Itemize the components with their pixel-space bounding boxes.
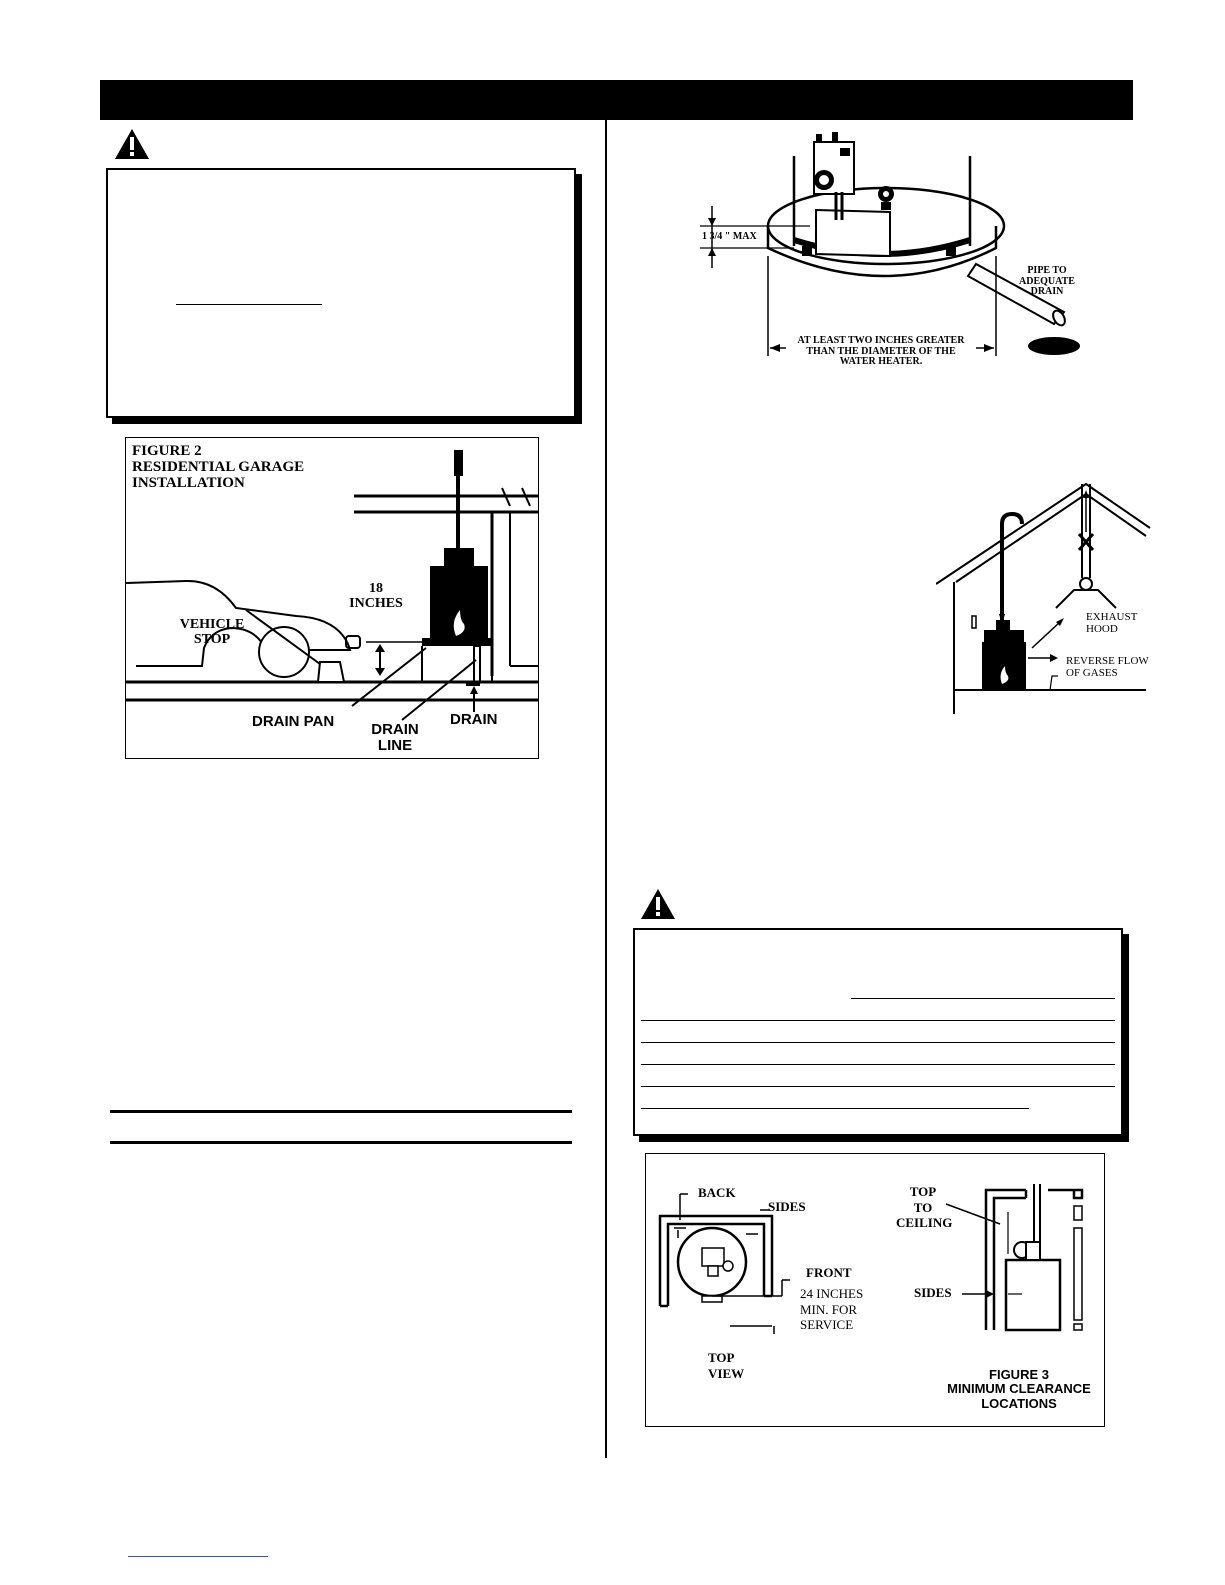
underline-mark — [176, 304, 322, 305]
figure-3-minimum-clearance — [645, 1153, 1105, 1427]
underline-mark — [641, 1064, 1115, 1065]
service-clearance-label: 24 INCHES MIN. FOR SERVICE — [800, 1286, 864, 1333]
warning-box-left — [106, 168, 576, 418]
section-rule-bottom — [110, 1141, 572, 1144]
header-bar — [100, 80, 1133, 120]
warning-icon — [114, 128, 150, 160]
underline-mark — [641, 1086, 1115, 1087]
underline-mark — [641, 1108, 1029, 1109]
figure-2-residential-garage — [125, 437, 539, 759]
sides-side-label: SIDES — [914, 1285, 952, 1300]
pipe-to-drain-label: PIPE TO ADEQUATE DRAIN — [1019, 265, 1075, 297]
column-divider — [605, 120, 607, 1458]
drain-pan-figure — [690, 128, 1110, 378]
pan-height-label: 1 3/4 " MAX — [702, 231, 757, 242]
exhaust-hood-label: EXHAUST HOOD — [1086, 611, 1138, 635]
drain-pan-label: DRAIN PAN — [252, 713, 335, 730]
warning-box-right — [633, 928, 1123, 1136]
underline-mark — [641, 1020, 1115, 1021]
top-view-label: TOP VIEW — [708, 1350, 745, 1381]
drain-label: DRAIN — [450, 711, 498, 728]
exhaust-hood-figure — [936, 478, 1152, 716]
footer-link-underline[interactable] — [128, 1556, 268, 1557]
section-rule-top — [110, 1110, 572, 1113]
back-label: BACK — [698, 1185, 736, 1200]
front-label: FRONT — [806, 1265, 852, 1280]
drain-line-label: DRAIN LINE — [371, 721, 419, 754]
warning-icon-right — [640, 888, 676, 920]
sides-top-label: SIDES — [768, 1199, 806, 1214]
figure-3-caption: FIGURE 3 MINIMUM CLEARANCE LOCATIONS — [947, 1367, 1091, 1411]
reverse-flow-label: REVERSE FLOW OF GASES — [1066, 655, 1149, 679]
underline-mark — [851, 998, 1115, 999]
figure-2-title: FIGURE 2 RESIDENTIAL GARAGE INSTALLATION — [132, 443, 305, 491]
underline-mark — [641, 1042, 1115, 1043]
pan-width-label: AT LEAST TWO INCHES GREATER THAN THE DIAMETER OF THE WATER HEATER. — [786, 336, 976, 368]
exhaust-illustration — [936, 478, 1152, 716]
top-to-ceiling-label: TOP TO CEILING — [896, 1184, 953, 1231]
vehicle-stop-label: VEHICLE STOP — [179, 617, 245, 647]
clearance-label: 18 INCHES — [349, 581, 403, 611]
